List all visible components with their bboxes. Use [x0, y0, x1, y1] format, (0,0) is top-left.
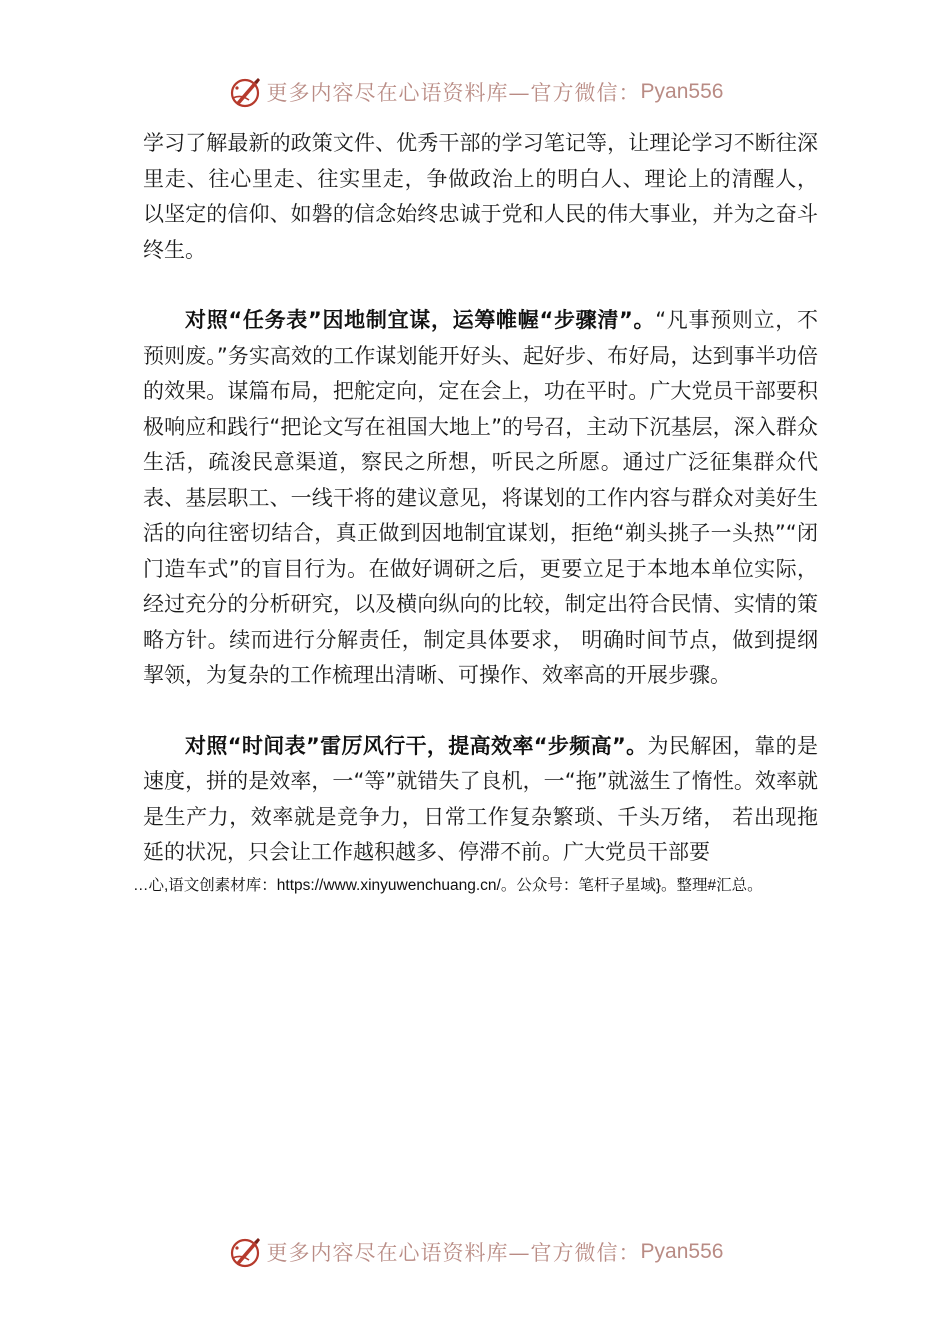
banner-wechat-id: Pyan556: [640, 80, 724, 103]
header-banner: [0, 72, 950, 112]
pen-logo-icon: [227, 1234, 263, 1270]
paragraph-2: [143, 303, 818, 694]
paragraph-3-heading: 对照“时间表”雷厉风行干，提高效率“步频高”。: [185, 733, 648, 758]
paragraph-2-heading: 对照“任务表”因地制宜谋，运筹帷幄“步骤清”。: [185, 308, 656, 332]
banner-wechat-id: Pyan556: [640, 1240, 724, 1263]
paragraph-1-body: 学习了解最新的政策文件、优秀干部的学习笔记等，让理论学习不断往深里走、往心里走、往实里走，争做政治上的明白人、理论上的清醒人， 以坚定的信仰、如磐的信念始终忠诚于党和人民的伟大事业，并为之奋斗终生。: [143, 131, 818, 262]
source-footnote: …心,语文创素材库：https://www.xinyuwenchuang.cn/。公众号：笔杆子星域}。整理#汇总。: [133, 877, 763, 894]
banner-slogan: 更多内容尽在心语资料库—官方微信：: [266, 81, 641, 105]
banner-slogan: 更多内容尽在心语资料库—官方微信：: [266, 1241, 641, 1265]
paragraph-3: [143, 729, 818, 871]
paragraph-2-body: “凡事预则立，不预则废。”务实高效的工作谋划能开好头、起好步、布好局，达到事半功倍的效果。谋篇布局，把舵定向，定在会上，功在平时。广大党员干部要积极响应和践行“把论文写在祖国大地上”的号召，主动下沉基层，深入群众生活，疏浚民意渠道，察民之所想，听民之所愿。通过广泛征集群众代表、基层职工、一线干将的建议意见，将谋划的工作内容与群众对美好生活的向往密切结合，真正做到因地制宜谋划，拒绝“剃头挑子一头热”“闭门造车式”的盲目行为。在做好调研之后，更要立足于本地本单位实际，经过充分的分析研究，以及横向纵向的比较，制定出符合民情、实情的策略方针。续而进行分解责任，制定具体要求， 明确时间节点，做到提纲挈领，为复杂的工作梳理出清晰、可操作、效率高的开展步骤。: [143, 308, 818, 687]
paragraph-3-body: 为民解困，靠的是速度，拼的是效率，一“等”就错失了良机，一“拖”就滋生了惰性。效率就是生产力，效率就是竞争力，日常工作复杂繁琐、千头万绪， 若出现拖延的状况，只会让工作越积越多、停滞不前。广大党员干部要: [143, 733, 818, 864]
paragraph-1: [143, 126, 818, 268]
pen-logo-icon: [227, 74, 263, 110]
document-body: [143, 126, 818, 871]
footer-banner: [0, 1232, 950, 1272]
